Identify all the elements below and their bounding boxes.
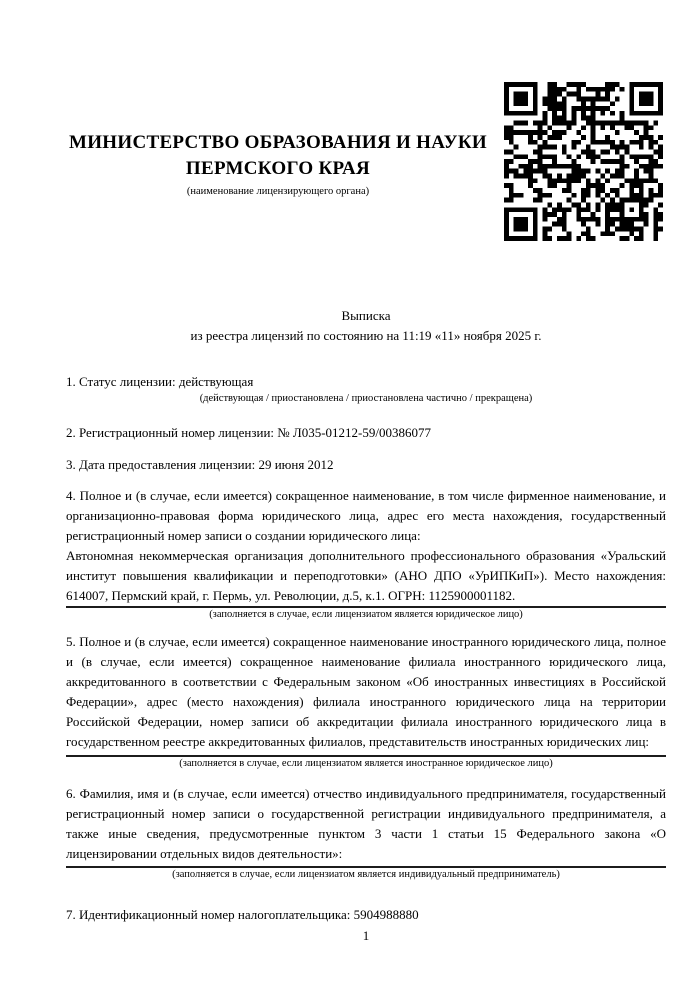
qr-code [504, 82, 663, 241]
document-body [66, 306, 666, 925]
item-4-legal-entity-value: Автономная некоммерческая организация дополнительного профессионального образования «Уральский институт повышения квалификации и переподготовки» (АНО ДПО «УрИПКиП»). Место нахождения: 614007, Пермский край, г. Пермь, ул. Революции, д.5, к.1. ОГРН: 1125900001182. [66, 548, 666, 603]
issuing-authority-block [66, 130, 490, 199]
page-number: 1 [362, 928, 370, 943]
item-5-fill-note: (заполняется в случае, если лицензиатом является иностранное юридическое лицо) [179, 758, 553, 769]
item-1-status-options-note: (действующая / приостановлена / приостановлена частично / прекращена) [199, 393, 533, 404]
item-1-license-status: 1. Статус лицензии: действующая [66, 374, 254, 389]
item-3-grant-date: 3. Дата предоставления лицензии: 29 июня 2012 [66, 457, 334, 472]
item-2-registration-number: 2. Регистрационный номер лицензии: № Л035-01212-59/00386077 [66, 425, 432, 440]
issuing-authority-caption: (наименование лицензирующего органа) [186, 186, 370, 197]
qr-code-svg [504, 82, 663, 241]
item-5-foreign-entity-label: 5. Полное и (в случае, если имеется) сокращенное наименование иностранного юридического лица, полное и (в случае, если имеется) сокращенное наименование филиала иностранного юридического лица, аккредитованного в соответствии с Федеральным законом «Об иностранных инвестициях в Российской Федерации», адрес (место нахождения) филиала иностранного юридического лица на территории Российской Федерации, номер записи об аккредитации филиала иностранного юридического лица в государственном реестре аккредитованных филиалов, представительств иностранных юридических лиц: [66, 634, 666, 749]
item-4-legal-entity-label: 4. Полное и (в случае, если имеется) сокращенное наименование, в том числе фирменное наименование, и организационно-правовая форма юридического лица, адрес его места нахождения, государственный регистрационный номер записи о создании юридического лица: [66, 488, 666, 543]
document-title-line1: Выписка [341, 308, 391, 323]
item-7-taxpayer-number: 7. Идентификационный номер налогоплательщика: 5904988880 [66, 907, 419, 922]
item-6-fill-note: (заполняется в случае, если лицензиатом является индивидуальный предприниматель) [172, 869, 560, 880]
document-title-line2: из реестра лицензий по состоянию на 11:19 «11» ноября 2025 г. [190, 328, 542, 343]
item-4-fill-note: (заполняется в случае, если лицензиатом является юридическое лицо) [209, 609, 523, 620]
item-6-entrepreneur-label: 6. Фамилия, имя и (в случае, если имеется) отчество индивидуального предпринимателя, государственный регистрационный номер записи о государственной регистрации индивидуального предпринимателя, а также иные сведения, предусмотренные пунктом 3 части 1 статьи 15 Федерального закона «О лицензировании отдельных видов деятельности»: [66, 786, 666, 861]
ministry-name-line1: МИНИСТЕРСТВО ОБРАЗОВАНИЯ И НАУКИ [68, 132, 488, 153]
ministry-name-line2: ПЕРМСКОГО КРАЯ [185, 158, 371, 179]
document-title [66, 306, 666, 346]
